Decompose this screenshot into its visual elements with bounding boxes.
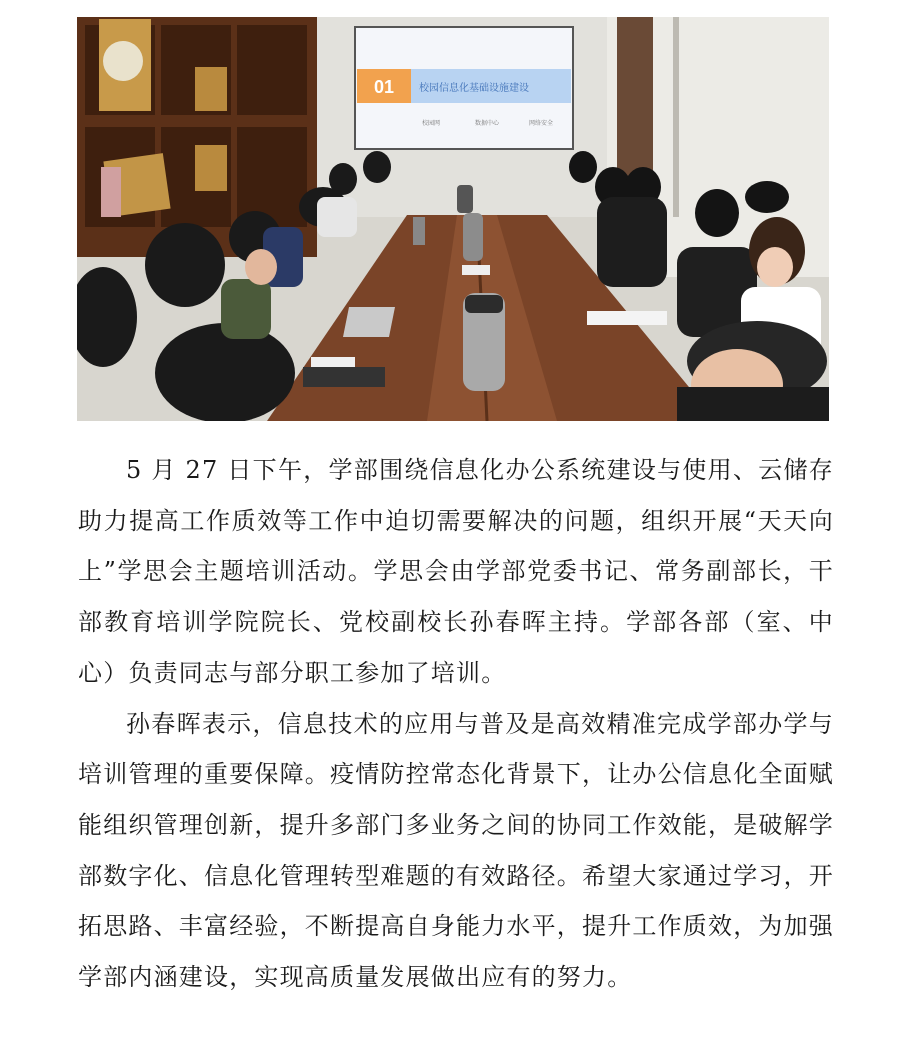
article-body bbox=[78, 445, 834, 1003]
slide-item: 数据中心 bbox=[475, 120, 500, 127]
meeting-photo bbox=[77, 17, 829, 421]
article-paragraph: 5 月 27 日下午，学部围绕信息化办公系统建设与使用、云储存助力提高工作质效等工作中迫切需要解决的问题，组织开展“天天向上”学思会主题培训活动。学思会由学部党委书记、常务副部长，干部教育培训学院院长、党校副校长孙春晖主持。学部各部（室、中心）负责同志与部分职工参加了培训。 bbox=[78, 456, 834, 687]
slide-item: 校园网 bbox=[422, 120, 441, 127]
slide-item: 网络安全 bbox=[529, 120, 554, 127]
slide-title: 校园信息化基础设施建设 bbox=[419, 83, 529, 94]
article-paragraph: 孙春晖表示，信息技术的应用与普及是高效精准完成学部办学与培训管理的重要保障。疫情防控常态化背景下，让办公信息化全面赋能组织管理创新，提升多部门多业务之间的协同工作效能，是破解学部数字化、信息化管理转型难题的有效路径。希望大家通过学习，开拓思路、丰富经验，不断提高自身能力水平，提升工作质效，为加强学部内涵建设，实现高质量发展做出应有的努力。 bbox=[78, 709, 834, 992]
meeting-photo-illustration bbox=[77, 17, 829, 421]
projection-slide bbox=[355, 27, 573, 149]
slide-number: 01 bbox=[373, 77, 395, 97]
